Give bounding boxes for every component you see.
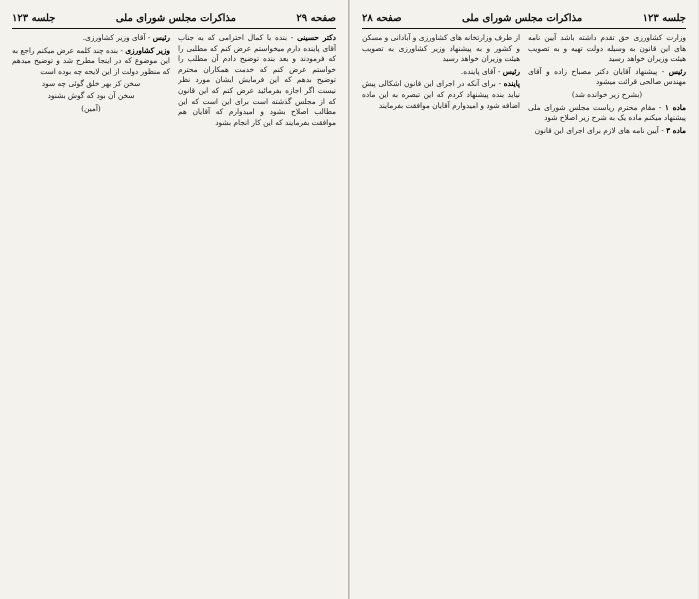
reading-note: (بشرح زیر خوانده شد) (571, 89, 643, 99)
paragraph-text: وزارت کشاورزی حق تقدم داشته باشد آیین نامه های این قانون به وسیله دولت تهیه و به تصویب هیئت وزیران خواهد رسید (528, 33, 686, 64)
right-page-header (362, 10, 686, 26)
right-columns (362, 33, 686, 583)
speaker-name: وزیر کشاورزی (125, 45, 170, 55)
speaker-name: پاینده (503, 79, 520, 89)
paragraph-text: - آقای پاینده. (460, 66, 501, 76)
right-session-number: جلسه ۱۲۳ (642, 12, 686, 24)
left-journal-title: مذاکرات مجلس شورای ملی (115, 12, 236, 24)
speaker-name: دکتر حسینی (297, 33, 336, 42)
paragraph (362, 33, 520, 65)
paragraph (362, 79, 520, 111)
article-paragraph (528, 126, 686, 137)
left-columns (12, 33, 336, 583)
paragraph-text: - بنده چند کلمه عرض میکنم راجع به این موضوع که در اینجا مطرح شد و توضیح میدهم که منظور دولت از این لایحه چه بوده است (12, 45, 170, 76)
left-page (0, 0, 349, 599)
paragraph (362, 67, 520, 78)
right-column-right (528, 33, 686, 583)
paragraph-text: از طرف وزارتخانه های کشاورزی و آبادانی و مسکن و کشور و به پیشنهاد وزیر کشاورزی به تصویب هیئت وزیران خواهد رسید (362, 33, 520, 64)
article-label: ماده ۱ (664, 102, 686, 112)
paragraph (178, 33, 336, 128)
left-session-number: جلسه ۱۲۳ (12, 12, 56, 24)
left-column-right (178, 33, 336, 583)
article-text: - مقام محترم ریاست مجلس شورای ملی پیشنهاد میکنم ماده یک به شرح زیر اصلاح شود (528, 102, 686, 123)
poem-line: سخن کز بهر خلق گوئی چه سود (41, 79, 141, 89)
paragraph-text: - آقای وزیر کشاورزی. (82, 33, 151, 42)
paragraph (528, 67, 686, 88)
right-header-rule (362, 28, 686, 29)
left-header-rule (12, 28, 336, 29)
right-journal-title: مذاکرات مجلس شورای ملی (462, 12, 583, 24)
article-text: - آیین نامه های لازم برای اجرای این قانون (534, 125, 664, 135)
paragraph (528, 33, 686, 65)
speaker-name: رئیس (668, 66, 686, 76)
poem-line: سخن آن بود که گوش بشنود (47, 90, 135, 100)
right-page (349, 0, 698, 599)
article-paragraph (528, 103, 686, 124)
article-label: ماده ۳ (666, 125, 686, 135)
left-page-number: صفحه ۲۹ (296, 12, 336, 24)
right-column-left (362, 33, 520, 583)
paragraph-text: - بنده با کمال احترامی که به جناب آقای پاینده دارم میخواستم عرض کنم که مطلبی را که فرمودند و بعد بنده توضیح دادم آن مطلب را خواستم عرض کنم که خدمت همکاران محترم توضیح بدهم که این فرمایش ایشان مورد نظر نیست اگر اجازه بفرمائید عرض کنم که این قانون که از مجلس گذشته است برای این است که این مطالب اصلاح بشود و امیدوارم که آقایان هم موافقت بفرمایند که این کار انجام بشود (178, 33, 336, 127)
left-page-header (12, 10, 336, 26)
paragraph-text: - پیشنهاد آقایان دکتر مصباح زاده و آقای مهندس صالحی قرائت میشود (528, 66, 686, 87)
speaker-name: رئیس (152, 33, 170, 42)
right-page-number: صفحه ۲۸ (362, 12, 402, 24)
amen-note: (آمین) (81, 103, 101, 113)
paragraph (12, 46, 170, 78)
paragraph (12, 33, 170, 44)
left-column-left (12, 33, 170, 583)
paragraph-text: - برای آنکه در اجرای این قانون اشکالی پیش نیاید بنده پیشنهاد کردم که این تبصره به این ماده اضافه شود و امیدوارم آقایان موافقت بفرمایند (362, 79, 520, 110)
speaker-name: رئیس (502, 66, 520, 76)
